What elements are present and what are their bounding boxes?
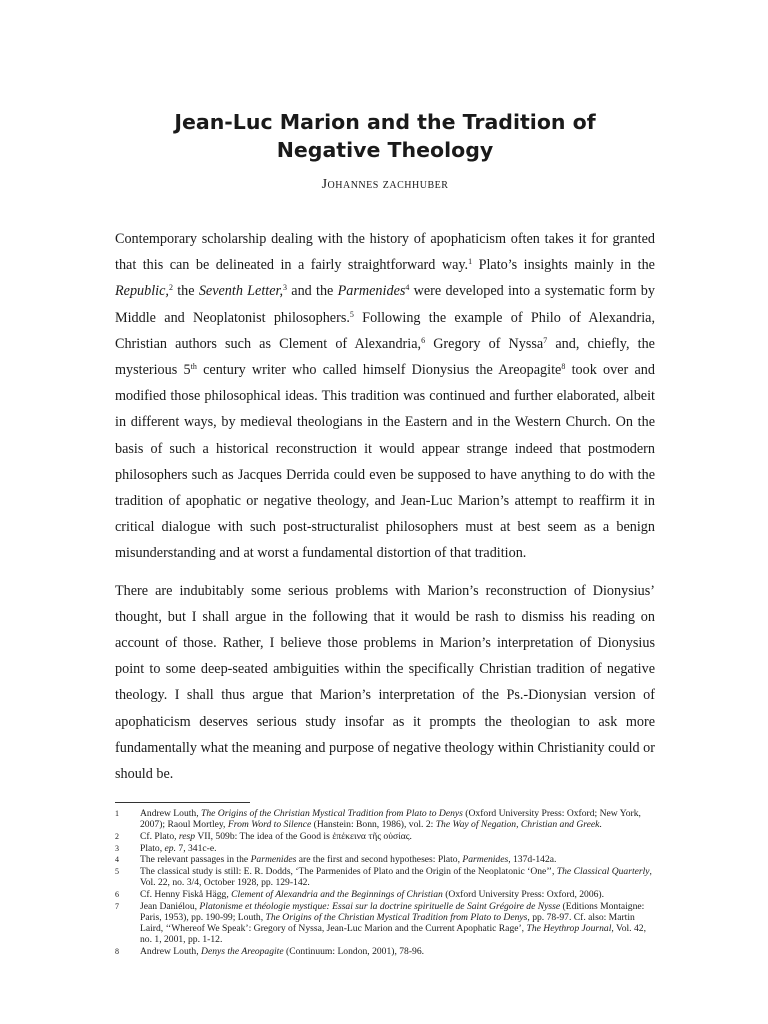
footnote-ref: 6 xyxy=(421,335,426,345)
text-run: the xyxy=(172,283,199,300)
text-run: were developed into a systematic form by Middle and Neoplatonist philosophers. xyxy=(115,283,655,326)
footnote-ref: 1 xyxy=(468,257,473,267)
text-run: Plato’s insights mainly in the xyxy=(472,257,655,274)
paragraph-1 xyxy=(115,226,655,567)
italic-title: The Origins of the Christian Mystical Tradition from Plato to Denys xyxy=(201,808,463,819)
footnote-3 xyxy=(115,843,655,854)
italic-title: The Classical Quarterly xyxy=(556,866,650,878)
footnote-4 xyxy=(115,854,655,865)
text-run: (Oxford University Press: Oxford, 2006). xyxy=(442,888,605,900)
text-run: (Hanstein: Bonn, 1986), vol. 2: xyxy=(311,819,436,831)
text-run: Contemporary scholarship dealing with the history of apophaticism often takes it for granted that this can be delineated in a fairly straightforward way. xyxy=(115,231,655,274)
italic-title: The Origins of the Christian Mystical Tradition from Plato to Denys xyxy=(265,911,528,923)
title-line-2: Negative Theology xyxy=(276,138,494,162)
text-run: Following the example of Philo of Alexandria, Christian authors such as Clement of Alexandria, xyxy=(115,309,655,352)
footnote-8 xyxy=(115,946,655,957)
text-run: and, chiefly, the mysterious 5 xyxy=(115,335,655,379)
article-body xyxy=(115,226,655,798)
text-run: Andrew Louth, xyxy=(140,945,202,957)
footnote-ref: 8 xyxy=(561,362,566,372)
text-run: took over and modified those philosophical ideas. This tradition was continued and further elaborated, albeit in different ways, by medieval theologians in the Eastern and in the Western Church. On the basis of such a historical reconstruction it would appear strange indeed that postmodern philosophers such as Jacques Derrida could even be supposed to have anything to do with the tradition of apophatic or negative theology, and Jean-Luc Marion’s attempt to reaffirm it in critical dialogue with such post-structuralist philosophers must at best seem as a benign misunderstanding and at worst a fundamental distortion of that tradition. xyxy=(115,362,655,562)
italic-title: Denys the Areopagite xyxy=(201,945,284,957)
text-run: (Oxford University Press: Oxford; New York, 2007); Raoul Mortley, xyxy=(140,808,641,831)
author-name: Johannes zachhuber xyxy=(321,177,449,192)
text-run: are the first and second hypotheses: Plato, xyxy=(296,854,463,866)
title-line-1: Jean-Luc Marion and the Tradition of xyxy=(174,110,596,134)
footnotes-list xyxy=(115,808,655,958)
footnote-separator xyxy=(115,802,250,803)
text-run: Plato, xyxy=(140,842,165,854)
italic-title: The Way of Negation, Christian and Greek xyxy=(435,819,600,831)
text-run: and the xyxy=(287,283,338,300)
footnote-number: 7 xyxy=(115,901,119,911)
text-run: century writer who called himself Dionysius the Areopagite xyxy=(196,362,562,379)
text-run: (Editions Montaigne: Paris, 1953), pp. 190-99; Louth, xyxy=(140,900,645,923)
article-title xyxy=(115,108,655,164)
italic-title: From Word to Silence xyxy=(227,819,312,831)
footnote-number: 2 xyxy=(115,831,119,841)
italic-title: Parmenides xyxy=(462,854,509,866)
text-run: , Vol. 42, no. 1, 2001, pp. 1-12. xyxy=(140,923,646,946)
footnote-number: 4 xyxy=(115,855,119,865)
text-run: VII, 509b: The idea of the Good is ἐπέκεινα τῆς οὐσίας. xyxy=(195,830,412,842)
text-run: , pp. 78-97. Cf. also: Martin Laird, ‘‘Whereof We Speak’: Gregory of Nyssa, Jean-Luc Marion and the Current Apophatic Rage’, xyxy=(140,911,635,935)
footnote-ref: 2 xyxy=(168,283,173,293)
italic-title: Parmenides xyxy=(337,283,406,300)
italic-title: ep. xyxy=(164,842,176,854)
ordinal-suffix: th xyxy=(190,362,197,372)
italic-title: Seventh Letter, xyxy=(198,283,284,300)
text-run: Jean Daniélou, xyxy=(140,900,200,912)
footnote-ref: 5 xyxy=(349,309,354,319)
footnote-ref: 7 xyxy=(543,335,548,345)
footnote-1 xyxy=(115,808,655,830)
footnote-6 xyxy=(115,889,655,900)
footnote-number: 1 xyxy=(115,809,119,818)
italic-title: Platonisme et théologie mystique: Essai sur la doctrine spirituelle de Saint Grégoire de Nysse xyxy=(199,900,561,912)
italic-title: resp xyxy=(178,830,196,842)
footnote-2 xyxy=(115,831,655,842)
text-run: , Vol. 22, no. 3/4, October 1928, pp. 129-142. xyxy=(140,866,652,889)
footnote-number: 6 xyxy=(115,889,119,899)
text-run: , 137d-142a. xyxy=(508,854,557,866)
footnote-ref: 4 xyxy=(405,283,410,293)
text-run: The relevant passages in the xyxy=(140,854,251,866)
footnote-5 xyxy=(115,866,655,888)
text-run: The classical study is still: E. R. Dodds, ‘The Parmenides of Plato and the Origin of the Neoplatonic ‘One’’, xyxy=(140,866,557,878)
paragraph-2: There are indubitably some serious problems with Marion’s reconstruction of Dionysius’ thought, but I shall argue in the following that it would be rash to dismiss his reading on account of those. Rather, I believe those problems in Marion’s interpretation of Dionysius point to some deep-seated ambiguities within the specifically Christian tradition of negative theology. I shall thus argue that Marion’s interpretation of the Ps.-Dionysian version of apophaticism deserves serious study insofar as it prompts the theologian to ask more fundamentally what the meaning and purpose of negative theology within Christianity could or should be. xyxy=(115,582,655,783)
text-run: 7, 341c-e. xyxy=(176,842,217,854)
italic-title: Parmenides xyxy=(250,854,297,866)
footnote-number: 5 xyxy=(115,867,119,877)
text-run: Cf. Plato, xyxy=(140,830,179,842)
footnote-ref: 3 xyxy=(283,283,288,293)
text-run: (Continuum: London, 2001), 78-96. xyxy=(283,945,425,957)
footnote-7 xyxy=(115,901,655,946)
text-run: . xyxy=(599,819,602,831)
italic-title: The Heythrop Journal xyxy=(526,923,612,935)
text-run: Andrew Louth, xyxy=(140,808,202,819)
italic-title: Clement of Alexandria and the Beginnings of Christian xyxy=(231,888,443,900)
italic-title: Republic, xyxy=(115,283,169,300)
text-run: Cf. Henny Fiskå Hägg, xyxy=(140,888,232,900)
footnote-number: 3 xyxy=(115,843,119,853)
text-run: Gregory of Nyssa xyxy=(425,335,544,352)
footnote-number: 8 xyxy=(115,946,119,956)
